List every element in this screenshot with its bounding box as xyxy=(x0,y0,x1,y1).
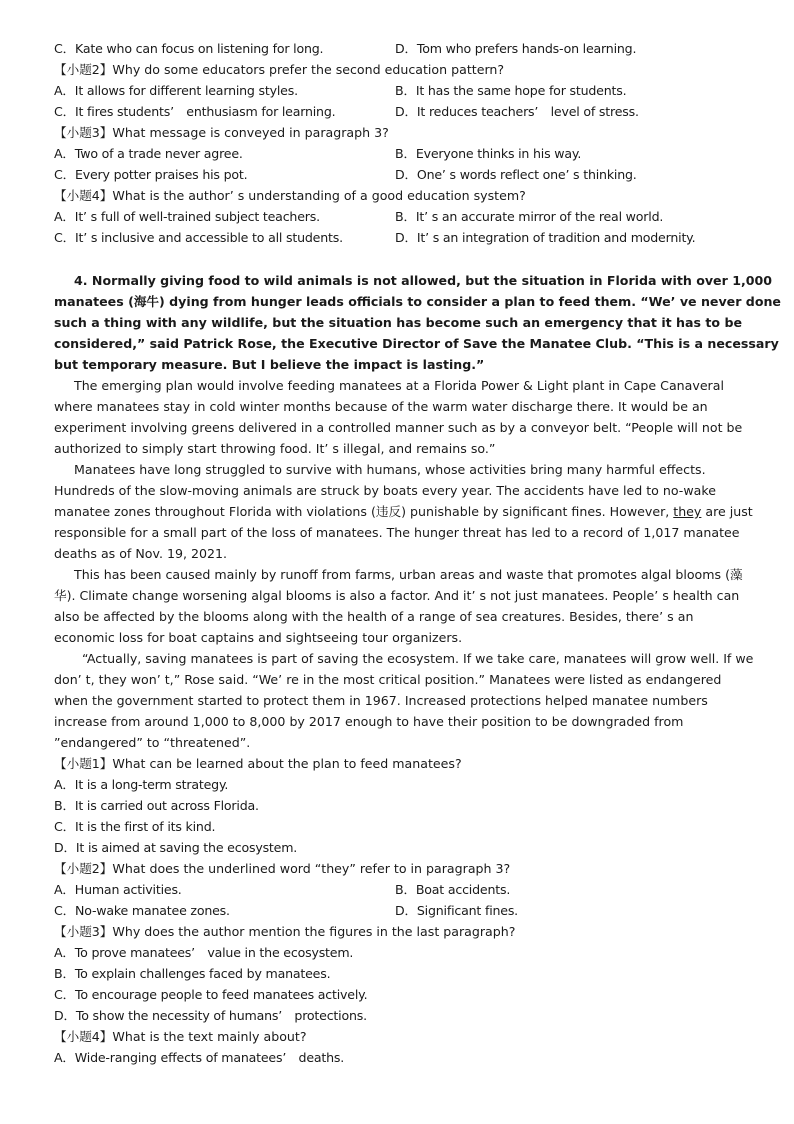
question-stem: 【小题4】What is the text mainly about? xyxy=(54,1029,307,1044)
option-c: C．It fires students’ enthusiasm for learning. xyxy=(54,104,336,119)
passage-line: 4. Normally giving food to wild animals is not allowed, but the situation in Florida with over 1,000 xyxy=(74,273,773,288)
option-c: C．Kate who can focus on listening for long. xyxy=(54,41,324,56)
passage-paragraph-3 xyxy=(54,459,753,564)
passage-line: experiment involving greens delivered in a controlled manner such as by a conveyor belt. “People will not be xyxy=(54,420,743,435)
option-c: C．Every potter praises his pot. xyxy=(54,167,248,182)
passage-lead-paragraph xyxy=(54,270,781,375)
passage-line: 华). Climate change worsening algal blooms is also a factor. And it’ s not just manatees. People’ s health can xyxy=(54,588,740,603)
passage-line: when the government started to protect them in 1967. Increased protections helped manatee numbers xyxy=(54,693,708,708)
passage-line: also be affected by the blooms along with the health of a range of sea creatures. Besides, there’ s an xyxy=(54,609,694,624)
option-a: A．Human activities. xyxy=(54,882,182,897)
option-c: C．It’ s inclusive and accessible to all students. xyxy=(54,230,343,245)
option-b: B．It’ s an accurate mirror of the real world. xyxy=(395,209,664,224)
passage-line: Manatees have long struggled to survive with humans, whose activities bring many harmful effects. xyxy=(74,462,706,477)
q4-options-cd xyxy=(54,227,744,248)
passage-line: but temporary measure. But I believe the impact is lasting.” xyxy=(54,357,485,372)
option-b: B．It has the same hope for students. xyxy=(395,83,627,98)
question-stem: 【小题3】Why does the author mention the figures in the last paragraph? xyxy=(54,924,516,939)
option-b: B．It is carried out across Florida. xyxy=(54,798,259,813)
option-c: C．No-wake manatee zones. xyxy=(54,903,230,918)
passage-line: don’ t, they won’ t,” Rose said. “We’ re in the most critical position.” Manatees were listed as endangered xyxy=(54,672,722,687)
option-d: D．It is aimed at saving the ecosystem. xyxy=(54,840,298,855)
q3-options-cd xyxy=(54,164,744,185)
option-d: D．Tom who prefers hands-on learning. xyxy=(395,41,637,56)
q2-options-cd xyxy=(54,900,744,921)
passage-line: This has been caused mainly by runoff from farms, urban areas and waste that promotes algal blooms (藻 xyxy=(74,567,743,582)
passage-paragraph-5 xyxy=(54,648,754,753)
q2-options-ab xyxy=(54,879,744,900)
option-a: A．It’ s full of well-trained subject teachers. xyxy=(54,209,320,224)
passage-paragraph-4 xyxy=(54,564,744,648)
passage-line: “Actually, saving manatees is part of saving the ecosystem. If we take care, manatees will grow well. If we xyxy=(82,651,754,666)
underlined-word-they: they xyxy=(673,504,702,519)
option-d: D．One’ s words reflect one’ s thinking. xyxy=(395,167,637,182)
option-b: B．Boat accidents. xyxy=(395,882,511,897)
option-d: D．To show the necessity of humans’ protections. xyxy=(54,1008,367,1023)
q1-options-cd xyxy=(54,38,744,59)
passage-line: Hundreds of the slow-moving animals are struck by boats every year. The accidents have led to no-wake xyxy=(54,483,716,498)
option-c: C．It is the first of its kind. xyxy=(54,819,216,834)
line-text: manatee zones throughout Florida with violations (违反) punishable by significant fines. However, xyxy=(54,504,674,519)
option-b: B．To explain challenges faced by manatees. xyxy=(54,966,331,981)
option-a: A．Wide-ranging effects of manatees’ deaths. xyxy=(54,1050,345,1065)
option-d: D．It reduces teachers’ level of stress. xyxy=(395,104,639,119)
question-stem: 【小题3】What message is conveyed in paragraph 3? xyxy=(54,125,389,140)
passage-line: ”endangered” to “threatened”. xyxy=(54,735,251,750)
q3-options-ab xyxy=(54,143,744,164)
passage-line: considered,” said Patrick Rose, the Executive Director of Save the Manatee Club. “This is a necessary xyxy=(54,336,779,351)
passage-line: economic loss for boat captains and sightseeing tour organizers. xyxy=(54,630,463,645)
passage-line: where manatees stay in cold winter months because of the warm water discharge there. It would be an xyxy=(54,399,708,414)
passage-line: such a thing with any wildlife, but the situation has become such an emergency that it has to be xyxy=(54,315,743,330)
option-a: A．Two of a trade never agree. xyxy=(54,146,243,161)
option-d: D．It’ s an integration of tradition and modernity. xyxy=(395,230,696,245)
question-stem: 【小题2】Why do some educators prefer the second education pattern? xyxy=(54,62,505,77)
q4-options-ab xyxy=(54,206,744,227)
option-d: D．Significant fines. xyxy=(395,903,518,918)
passage-paragraph-2 xyxy=(54,375,744,459)
section-gap xyxy=(54,248,744,270)
option-a: A．It is a long-term strategy. xyxy=(54,777,229,792)
exam-page xyxy=(54,38,781,1068)
passage-line: authorized to simply start throwing food. It’ s illegal, and remains so.” xyxy=(54,441,496,456)
option-a: A．It allows for different learning styles. xyxy=(54,83,298,98)
question-stem: 【小题1】What can be learned about the plan to feed manatees? xyxy=(54,756,462,771)
question-stem: 【小题4】What is the author’ s understanding of a good education system? xyxy=(54,188,526,203)
q2-options-cd xyxy=(54,101,744,122)
passage-line: deaths as of Nov. 19, 2021. xyxy=(54,546,228,561)
option-c: C．To encourage people to feed manatees actively. xyxy=(54,987,368,1002)
question-stem: 【小题2】What does the underlined word “they” refer to in paragraph 3? xyxy=(54,861,511,876)
q2-options-ab xyxy=(54,80,744,101)
passage-line xyxy=(54,501,753,522)
option-a: A．To prove manatees’ value in the ecosystem. xyxy=(54,945,354,960)
option-b: B．Everyone thinks in his way. xyxy=(395,146,582,161)
passage-line: The emerging plan would involve feeding manatees at a Florida Power & Light plant in Cape Canaveral xyxy=(74,378,724,393)
passage-line: increase from around 1,000 to 8,000 by 2017 enough to have their position to be downgraded from xyxy=(54,714,684,729)
passage-line: manatees (海牛) dying from hunger leads officials to consider a plan to feed them. “We’ ve never done xyxy=(54,294,781,309)
line-text: are just xyxy=(701,504,753,519)
passage-line: responsible for a small part of the loss of manatees. The hunger threat has led to a record of 1,017 manatee xyxy=(54,525,740,540)
